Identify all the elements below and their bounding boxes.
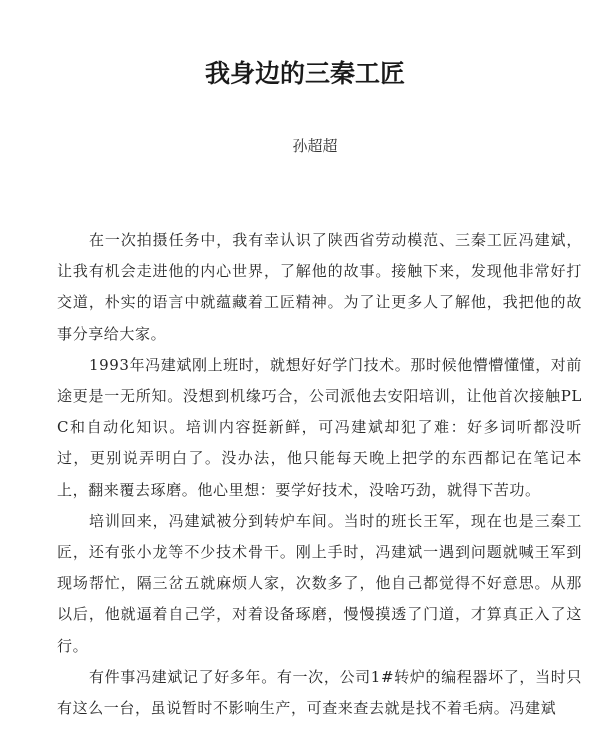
- article-author: 孙超超: [292, 137, 338, 155]
- paragraph: 有件事冯建斌记了好多年。有一次，公司1#转炉的编程器坏了，当时只有这么一台，虽说暂时不影响生产，可查来查去就是找不着毛病。冯建斌: [57, 667, 582, 718]
- paragraph: 培训回来，冯建斌被分到转炉车间。当时的班长王军，现在也是三秦工匠，还有张小龙等不少技术骨干。刚上手时，冯建斌一遇到问题就喊王军到现场帮忙，隔三岔五就麻烦人家，次数多了，他自己都觉得不好意思。从那以后，他就逼着自己学，对着设备琢磨，慢慢摸透了门道，才算真正入了这行。: [57, 511, 582, 655]
- article-title: 我身边的三秦工匠: [204, 59, 405, 88]
- paragraph: 在一次拍摄任务中，我有幸认识了陕西省劳动模范、三秦工匠冯建斌，让我有机会走进他的内心世界，了解他的故事。接触下来，发现他非常好打交道，朴实的语言中就蕴藏着工匠精神。为了让更多人了解他，我把他的故事分享给大家。: [57, 231, 582, 343]
- article-body: [57, 225, 582, 724]
- paragraph: 1993年冯建斌刚上班时，就想好好学门技术。那时候他懵懵懂懂，对前途更是一无所知。没想到机缘巧合，公司派他去安阳培训，让他首次接触PLC和自动化知识。培训内容挺新鲜，可冯建斌却犯了难：好多词听都没听过，更别说弄明白了。没办法，他只能每天晚上把学的东西都记在笔记本上，翻来覆去琢磨。他心里想：要学好技术，没啥巧劲，就得下苦功。: [57, 355, 582, 499]
